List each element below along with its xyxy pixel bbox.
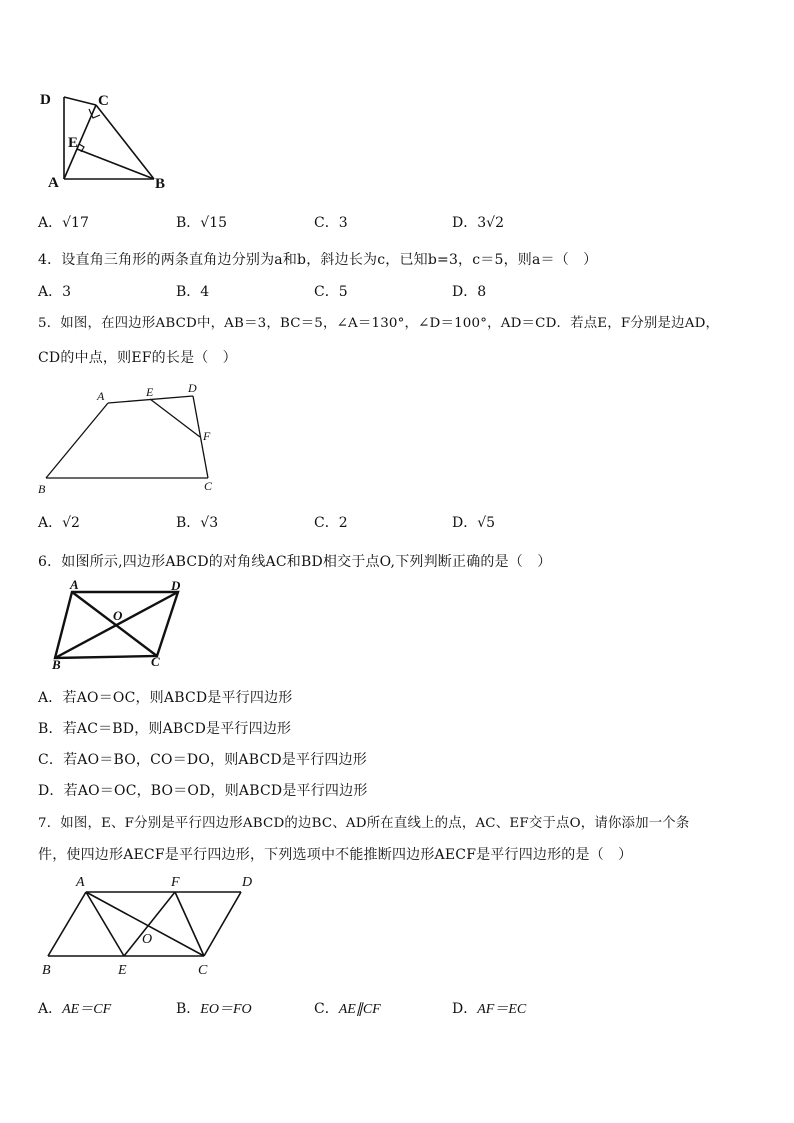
- q7-text-line1: 7．如图，E、F分别是平行四边形ABCD的边BC、AD所在直线上的点，AC、EF交于点O，请你添加一个条: [38, 816, 690, 831]
- q7-option-c[interactable]: C．AE∥CF: [314, 1001, 381, 1017]
- q6-option-d[interactable]: D．若AO＝OC，BO＝OD，则ABCD是平行四边形: [38, 783, 368, 799]
- label-O: O: [113, 608, 123, 623]
- q3-options: [38, 212, 598, 236]
- label-B: B: [155, 176, 166, 192]
- label-A: A: [97, 389, 105, 403]
- label-D: D: [188, 381, 197, 395]
- q4-option-a[interactable]: A．3: [38, 284, 72, 300]
- label-C: C: [198, 963, 208, 978]
- q6-option-a[interactable]: A．若AO＝OC，则ABCD是平行四边形: [38, 690, 293, 706]
- q5-option-d[interactable]: D．√5: [452, 515, 496, 531]
- label-B: B: [42, 963, 51, 978]
- figure-q7: [38, 870, 268, 980]
- q5-text-line1: 5．如图，在四边形ABCD中，AB＝3，BC＝5，∠A＝130°，∠D＝100°，AD＝CD．若点E，F分别是边AD，: [38, 316, 720, 331]
- label-F: F: [203, 429, 211, 443]
- q3-option-a-value: √17: [62, 215, 89, 231]
- q7-option-d[interactable]: D．AF＝EC: [452, 1001, 527, 1017]
- q7-text-line2: 件，使四边形AECF是平行四边形，下列选项中不能推断四边形AECF是平行四边形的是（ ）: [38, 847, 633, 863]
- q6-option-c[interactable]: C．若AO＝BO，CO＝DO，则ABCD是平行四边形: [38, 752, 368, 768]
- label-E: E: [68, 135, 79, 151]
- q6-text: 6．如图所示,四边形ABCD的对角线AC和BD相交于点O,下列判断正确的是（ ）: [38, 554, 552, 570]
- q5-option-a[interactable]: A．√2: [38, 515, 80, 531]
- figure-q5: [34, 378, 224, 498]
- q7-options: [38, 998, 598, 1022]
- q5-text-line2: CD的中点，则EF的长是（ ）: [38, 350, 237, 366]
- label-C: C: [151, 654, 160, 669]
- q3-option-d-value: 3√2: [477, 215, 504, 231]
- label-D: D: [171, 578, 181, 593]
- label-O: O: [142, 932, 153, 947]
- label-E: E: [118, 963, 127, 978]
- label-A: A: [70, 578, 79, 592]
- q3-option-d[interactable]: D．3√2: [452, 215, 504, 231]
- q5-option-b[interactable]: B．√3: [176, 515, 219, 531]
- q3-option-b[interactable]: B．√15: [176, 215, 228, 231]
- q3-option-b-value: √15: [200, 215, 228, 231]
- q4-option-c[interactable]: C．5: [314, 284, 348, 300]
- q4-option-d[interactable]: D．8: [452, 284, 487, 300]
- label-B: B: [38, 482, 46, 496]
- label-F: F: [171, 875, 180, 890]
- label-A: A: [76, 875, 85, 890]
- q5-option-c[interactable]: C．2: [314, 515, 348, 531]
- label-E: E: [146, 385, 154, 399]
- figure-q6: [40, 578, 190, 672]
- label-D: D: [40, 92, 51, 108]
- label-B: B: [52, 657, 61, 672]
- label-C: C: [98, 93, 109, 109]
- figure-q3: [36, 86, 186, 192]
- q4-options: [38, 281, 598, 303]
- q3-option-a[interactable]: A．√17: [38, 215, 89, 231]
- label-D: D: [242, 875, 253, 890]
- label-A: A: [48, 175, 59, 191]
- q4-text: 4．设直角三角形的两条直角边分别为a和b，斜边长为c，已知b=3，c＝5，则a＝（ ）: [38, 252, 598, 268]
- q7-option-b[interactable]: B．EO＝FO: [176, 1001, 252, 1017]
- q5-options: [38, 512, 598, 536]
- q3-option-c[interactable]: C．3: [314, 215, 348, 231]
- label-C: C: [204, 479, 213, 493]
- q3-option-c-value: 3: [338, 215, 348, 231]
- q6-option-b[interactable]: B．若AC＝BD，则ABCD是平行四边形: [38, 721, 292, 737]
- q4-option-b[interactable]: B．4: [176, 284, 210, 300]
- q7-option-a[interactable]: A．AE＝CF: [38, 1001, 112, 1017]
